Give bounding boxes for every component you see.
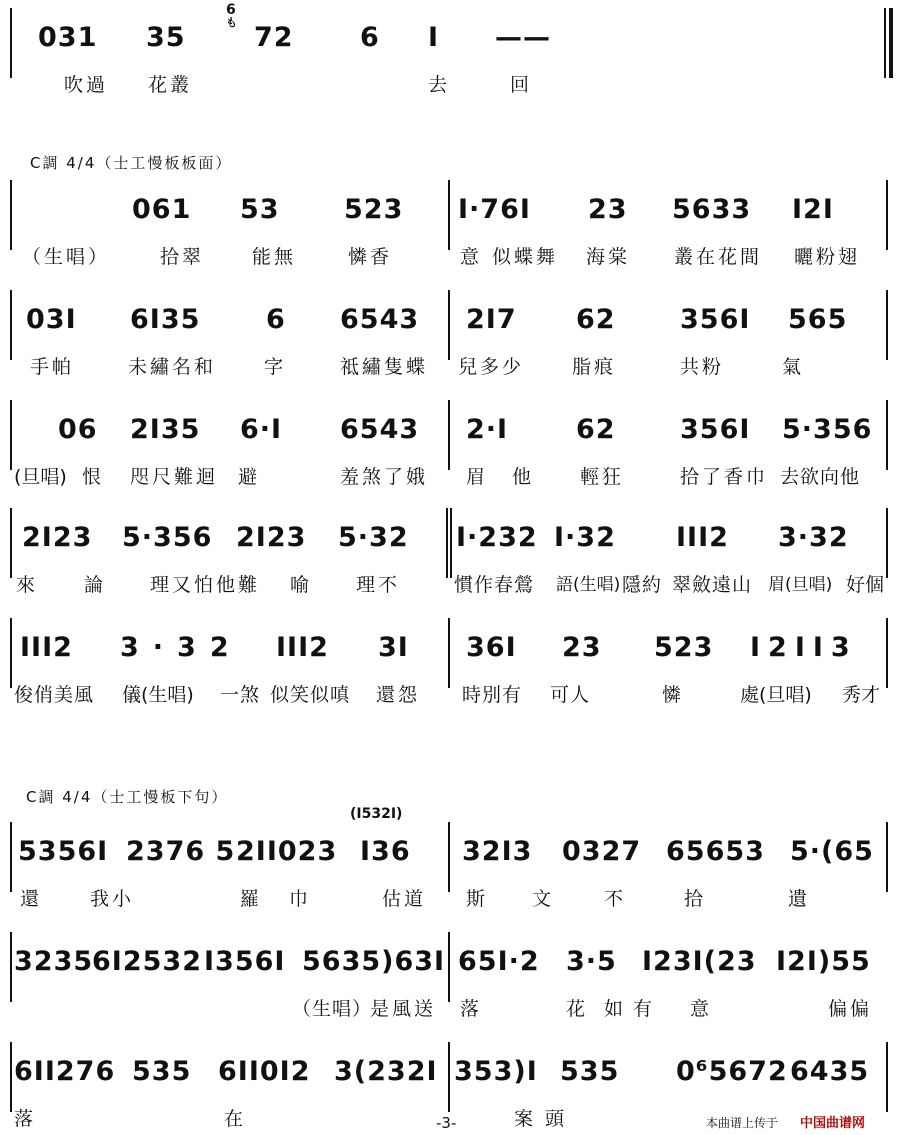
lyric: 共粉 — [680, 356, 725, 378]
measure: 5·356 — [122, 522, 213, 553]
lyric: 花 — [566, 998, 589, 1020]
lyric: 輕狂 — [580, 466, 625, 488]
measure: III2 — [676, 522, 729, 553]
measure: 2·I — [466, 414, 509, 445]
barline — [886, 180, 888, 250]
measure: 6I35 — [130, 304, 201, 335]
lyric: 處(旦唱) — [740, 684, 812, 706]
measure: 523 — [654, 632, 714, 663]
lyric: 羞煞了娥 — [340, 466, 429, 488]
measure: I23I(23 — [642, 946, 757, 977]
measure: 2I35 — [130, 414, 201, 445]
measure: 565 — [788, 304, 848, 335]
measure: 62 — [576, 414, 616, 445]
barline — [10, 822, 12, 892]
lyric: 我小 — [90, 888, 135, 910]
measure: 5635)63I — [302, 946, 446, 977]
lyric: 憐香 — [348, 246, 393, 268]
lyric: 字 — [264, 356, 287, 378]
barline — [446, 508, 448, 578]
lyric: 翠斂遠山 — [672, 574, 753, 596]
measure: 5·356 — [782, 414, 873, 445]
lyric: 是風送 — [370, 998, 437, 1020]
grace-note: 6 — [226, 2, 236, 18]
lyric: 理又怕他 — [150, 574, 239, 596]
lyric: 似笑似嗔 — [270, 684, 351, 706]
lyric: 他 — [512, 466, 535, 488]
measure: 65653 — [666, 836, 765, 867]
measure: 535 — [560, 1056, 620, 1087]
measure: 6435 — [790, 1056, 870, 1087]
lyric: 意 — [690, 998, 713, 1020]
measure: 23 — [588, 194, 628, 225]
lyric: 時別有 — [462, 684, 523, 706]
lyric: 在 — [224, 1108, 247, 1130]
measure: 2II023 — [236, 836, 338, 867]
measure: 2I7 — [466, 304, 517, 335]
lyric: 理不 — [356, 574, 401, 596]
measure: 23 — [562, 632, 602, 663]
lyric: 曬粉翅 — [794, 246, 861, 268]
lyric: 意 — [460, 246, 483, 268]
lyric: 斯 — [466, 888, 489, 910]
measure: I2I — [792, 194, 834, 225]
measure: 353)I — [454, 1056, 538, 1087]
measure: I·232 — [456, 522, 538, 553]
lyric: 拾翠 — [160, 246, 205, 268]
lyric: 儀(生唱) — [122, 684, 194, 706]
measure: 6543 — [340, 304, 420, 335]
barline — [10, 1042, 12, 1112]
lyric: （生唱） — [292, 998, 373, 1020]
lyric: 憐 — [662, 684, 685, 706]
lyric: （生唱） — [22, 246, 111, 268]
lyric: 似蝶舞 — [492, 246, 559, 268]
barline — [886, 400, 888, 470]
measure: —— — [495, 22, 551, 53]
barline — [448, 290, 450, 360]
measure: 031 — [38, 22, 98, 53]
barline — [886, 618, 888, 688]
measure: I2I)55 — [776, 946, 871, 977]
lyric: 兒多少 — [458, 356, 525, 378]
lyric: 隱約 — [622, 574, 663, 596]
lyric: 如有 — [604, 998, 663, 1020]
lyric: 恨 — [82, 466, 105, 488]
measure: 6II0I2 — [218, 1056, 311, 1087]
measure: 6 — [266, 304, 286, 335]
lyric: 花叢 — [148, 74, 193, 96]
lyric: 俊俏美風 — [14, 684, 95, 706]
barline — [448, 1042, 450, 1112]
lyric: 祗繡隻蝶 — [340, 356, 429, 378]
measure: 2I23 — [22, 522, 93, 553]
measure: 0⁶5672 — [676, 1056, 788, 1087]
section-header: C調 4/4（士工慢板下句） — [26, 788, 229, 806]
page-number: -3- — [436, 1114, 457, 1132]
grace-mark: も — [226, 16, 237, 29]
measure: I·76I — [458, 194, 531, 225]
barline — [10, 400, 12, 470]
barline — [10, 618, 12, 688]
lyric: 秀才 — [842, 684, 881, 706]
measure: 6II276 — [14, 1056, 116, 1087]
barline — [10, 8, 12, 78]
barline — [448, 618, 450, 688]
lyric: 能無 — [252, 246, 297, 268]
measure: 3235 — [14, 946, 94, 977]
measure: 5633 — [672, 194, 752, 225]
barline — [886, 508, 888, 578]
lyric: 偏偏 — [828, 998, 873, 1020]
measure: 35 — [146, 22, 186, 53]
lyric: 還 — [20, 888, 43, 910]
measure: 3·32 — [778, 522, 849, 553]
measure: 6543 — [340, 414, 420, 445]
measure: 06 — [58, 414, 98, 445]
measure: I356I — [204, 946, 286, 977]
lyric: 一煞 — [220, 684, 261, 706]
lyric: 可人 — [550, 684, 591, 706]
lyric: 案頭 — [514, 1108, 577, 1130]
barline — [886, 290, 888, 360]
measure: 5·32 — [338, 522, 409, 553]
lyric: 不 — [604, 888, 627, 910]
barline — [10, 290, 12, 360]
measure: 523 — [344, 194, 404, 225]
barline — [450, 508, 452, 578]
lyric: (旦唱) — [14, 466, 67, 488]
measure: 2376 5 — [126, 836, 236, 867]
measure: 32I3 — [462, 836, 533, 867]
measure: 6 — [360, 22, 380, 53]
measure: 03I — [26, 304, 77, 335]
lyric: 氣 — [782, 356, 805, 378]
lyric: 落 — [14, 1108, 37, 1130]
barline — [886, 1042, 888, 1112]
measure: 356I — [680, 304, 751, 335]
barline — [448, 180, 450, 250]
final-barline — [889, 8, 893, 78]
measure: III2 — [276, 632, 329, 663]
measure: 5·(65 — [790, 836, 874, 867]
measure: 6I2532 — [92, 946, 202, 977]
lyric: 估道 — [382, 888, 427, 910]
barline — [10, 932, 12, 1002]
measure: 6·I — [240, 414, 283, 445]
barline — [448, 822, 450, 892]
ornament-notes: (I532I) — [350, 806, 403, 822]
lyric: 拾 — [684, 888, 707, 910]
lyric: 還怨 — [376, 684, 421, 706]
lyric: 拾了香巾 — [680, 466, 769, 488]
measure: I36 — [360, 836, 411, 867]
lyric: 脂痕 — [572, 356, 617, 378]
lyric: 避 — [238, 466, 261, 488]
measure: 53 — [240, 194, 280, 225]
measure: III2 — [20, 632, 73, 663]
lyric: 咫尺難迴 — [130, 466, 219, 488]
measure: 62 — [576, 304, 616, 335]
lyric: 文 — [532, 888, 555, 910]
barline — [10, 508, 12, 578]
site-logo: 中国曲谱网 — [800, 1116, 866, 1131]
lyric: 眉 — [466, 466, 489, 488]
lyric: 叢在花間 — [674, 246, 763, 268]
barline — [886, 822, 888, 892]
measure: 061 — [132, 194, 192, 225]
section-header: C調 4/4（士工慢板板面） — [30, 154, 233, 172]
lyric: 落 — [460, 998, 483, 1020]
lyric: 去 — [428, 74, 451, 96]
lyric: 論 — [84, 574, 107, 596]
measure: I·32 — [554, 522, 616, 553]
lyric: 眉(旦唱) — [768, 575, 833, 595]
measure: 65I·2 — [458, 946, 540, 977]
lyric: 喻 — [290, 574, 313, 596]
lyric: 好個 — [846, 574, 885, 596]
lyric: 海棠 — [586, 246, 631, 268]
measure: 3·5 — [566, 946, 617, 977]
lyric: 回 — [510, 74, 533, 96]
lyric: 語(生唱) — [556, 575, 621, 595]
lyric: 遺 — [788, 888, 811, 910]
lyric: 羅巾 — [240, 888, 339, 910]
measure: 0327 — [562, 836, 642, 867]
barline — [448, 400, 450, 470]
lyric: 來 — [16, 574, 39, 596]
lyric: 難 — [238, 574, 261, 596]
measure: 36I — [466, 632, 517, 663]
barline — [10, 180, 12, 250]
lyric: 去欲向他 — [780, 466, 861, 488]
measure: 3I — [378, 632, 409, 663]
barline — [448, 932, 450, 1002]
lyric: 慣作春鶯 — [454, 574, 535, 596]
lyric: 吹過 — [64, 74, 109, 96]
measure: 535 — [132, 1056, 192, 1087]
upload-note: 本曲谱上传于 — [706, 1116, 779, 1130]
measure: 3·32 — [120, 632, 243, 663]
measure: 5356I — [18, 836, 109, 867]
measure: 3(232I — [334, 1056, 438, 1087]
measure: I — [428, 22, 440, 53]
barline — [884, 8, 886, 78]
measure: 72 — [254, 22, 294, 53]
measure: 2I23 — [236, 522, 307, 553]
lyric: 未繡名和 — [128, 356, 217, 378]
measure: 356I — [680, 414, 751, 445]
lyric: 手帕 — [30, 356, 75, 378]
measure: I2II3 — [750, 632, 858, 663]
